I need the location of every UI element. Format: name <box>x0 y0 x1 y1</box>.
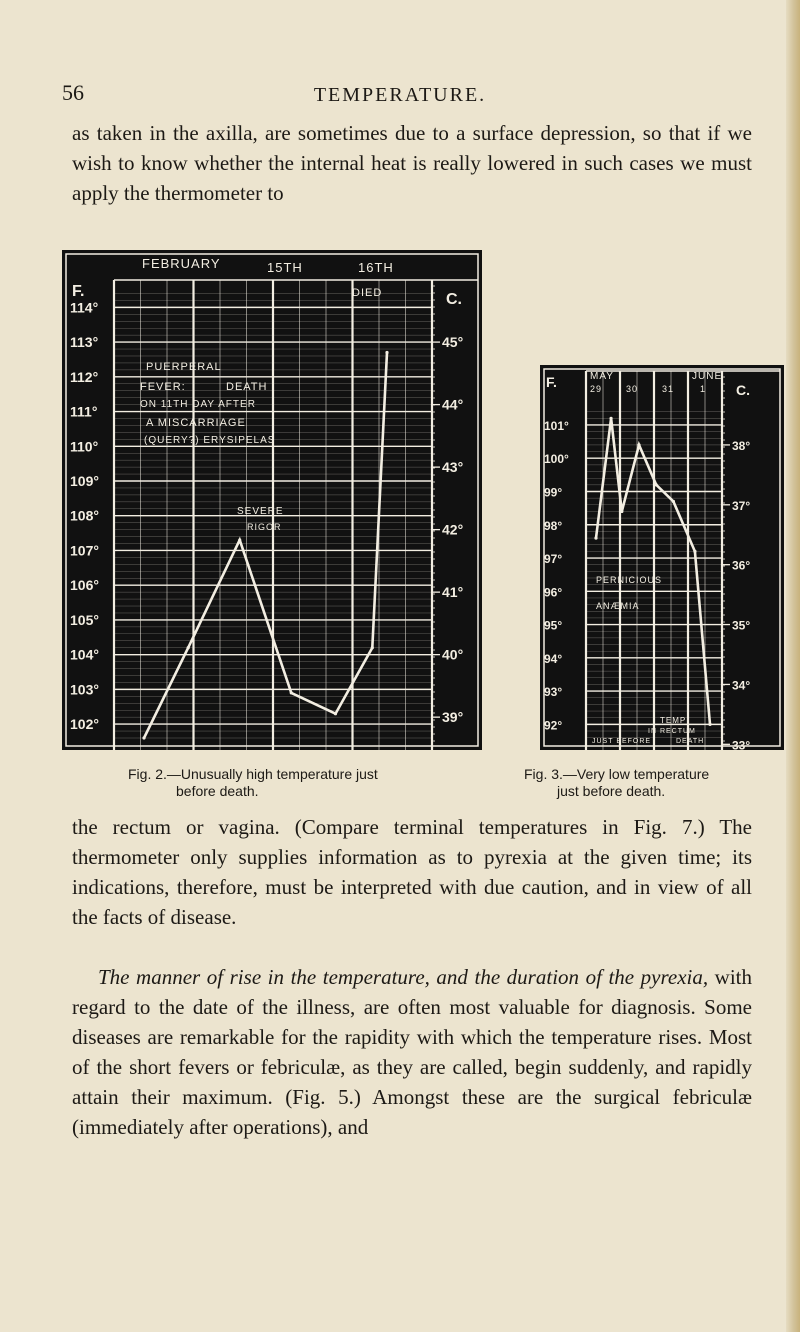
data-point <box>334 712 337 715</box>
c-tick-label: 33° <box>732 738 751 750</box>
fig3-caption-line1: Fig. 3.—Very low temperature <box>524 766 710 782</box>
annotation-erysipelas: (QUERY?) ERYSIPELAS <box>144 435 276 446</box>
y-tick-label: 106° <box>70 577 99 594</box>
y-tick-label: 93° <box>544 685 563 700</box>
data-point <box>371 646 374 649</box>
y-tick-label: 112° <box>70 368 99 385</box>
data-point <box>620 510 623 513</box>
y-tick-label: 109° <box>70 473 99 490</box>
data-point <box>290 691 293 694</box>
data-point <box>594 536 597 539</box>
col-header-may: MAY <box>590 371 614 382</box>
y-tick-label: 92° <box>544 718 563 733</box>
c-tick-label: 37° <box>732 498 751 513</box>
y-tick-label: 113° <box>70 334 99 351</box>
annotation-puerperal: PUERPERAL <box>146 361 222 373</box>
data-point <box>187 646 190 649</box>
fig3-caption <box>524 766 794 800</box>
data-point <box>655 483 658 486</box>
c-tick-label: 45° <box>442 334 464 351</box>
y-tick-label: 105° <box>70 611 99 628</box>
col-header-30: 30 <box>626 384 639 394</box>
c-tick-label: 41° <box>442 584 464 601</box>
col-header-16th: 16TH <box>358 260 394 275</box>
annotation-temp: TEMP <box>660 716 687 725</box>
c-tick-label: 42° <box>442 521 464 538</box>
annotation-severe: SEVERE <box>237 506 284 517</box>
fig2-caption-line1: Fig. 2.—Unusually high temperature just <box>128 766 378 782</box>
c-tick-label: 43° <box>442 459 464 476</box>
fig2-svg <box>62 250 482 750</box>
fig2-chart <box>62 250 482 750</box>
fig2-caption <box>128 766 458 800</box>
col-header-1: 1 <box>700 384 707 394</box>
left-axis-label: F. <box>72 283 85 300</box>
paragraph-body: with regard to the date of the illness, are often most valuable for diagnosis. Some diseases are remarkable for the rapidity with which the temperature rises. Most of the short fevers or febriculæ, as they are called, begin suddenly, and rapidly attain their maximum. (Fig. 5.) Amongst these are the surgical febriculæ (immediately after operations), and <box>72 965 752 1139</box>
c-tick-label: 38° <box>732 438 751 453</box>
col-header-31: 31 <box>662 384 675 394</box>
col-header-29: 29 <box>590 384 603 394</box>
col-header-15th: 15TH <box>267 260 303 275</box>
y-tick-label: 108° <box>70 507 99 524</box>
y-tick-label: 103° <box>70 681 99 698</box>
c-tick-label: 44° <box>442 396 464 413</box>
c-tick-label: 34° <box>732 678 751 693</box>
paragraph-intro: as taken in the axilla, are sometimes due to a surface depression, so that if we wish to know whether the internal heat is really lowered in such cases we must apply the thermometer to <box>72 121 752 205</box>
col-header-june: JUNE <box>692 371 723 382</box>
y-tick-label: 101° <box>544 418 569 433</box>
data-point <box>142 736 145 739</box>
c-tick-label: 36° <box>732 558 751 573</box>
running-head: TEMPERATURE. <box>313 84 487 106</box>
y-tick-label: 97° <box>544 552 563 567</box>
y-tick-label: 102° <box>70 716 99 733</box>
paragraph-rectum: the rectum or vagina. (Compare terminal temperatures in Fig. 7.) The thermometer only supplies information as to pyrexia at the given time; its indications, therefore, must be interpreted with due caution, and in view of all the facts of disease. <box>72 815 752 929</box>
annotation-rigor: RIGOR <box>247 522 282 532</box>
paragraph-manner-of-rise <box>72 962 752 1142</box>
annotation-just-before: JUST BEFORE <box>592 738 652 745</box>
y-tick-label: 114° <box>70 299 99 316</box>
y-tick-label: 95° <box>544 618 563 633</box>
c-tick-label: 39° <box>442 709 464 726</box>
y-tick-label: 110° <box>70 438 99 455</box>
data-point <box>708 723 711 726</box>
data-series-line <box>144 353 387 739</box>
y-tick-label: 111° <box>70 403 98 420</box>
data-point <box>238 538 241 541</box>
y-tick-label: 99° <box>544 485 563 500</box>
y-tick-label: 107° <box>70 542 99 559</box>
page-edge <box>786 0 800 1332</box>
paragraph-italic-lead: The manner of rise in the temperature, and the duration of the pyrexia, <box>98 965 709 989</box>
annotation-fever: FEVER: <box>140 381 186 393</box>
fig3-caption-line2: just before death. <box>557 783 666 799</box>
y-tick-label: 98° <box>544 518 563 533</box>
annotation-in-rectum: IN RECTUM <box>648 728 696 735</box>
page-number: 56 <box>62 80 84 105</box>
annotation-anaemia: ANÆMIA <box>596 601 640 611</box>
fig3-svg <box>540 365 784 750</box>
y-tick-label: 104° <box>70 646 99 663</box>
annotation-death: DEATH <box>676 738 705 745</box>
col-header-february: FEBRUARY <box>142 256 221 271</box>
annotation-pernicious: PERNICIOUS <box>596 575 663 585</box>
annotation-death: DEATH <box>226 381 268 393</box>
data-point <box>693 550 696 553</box>
c-tick-label: 40° <box>442 646 464 663</box>
c-tick-label: 35° <box>732 618 751 633</box>
data-point <box>637 443 640 446</box>
right-axis-label: C. <box>446 291 462 308</box>
data-point <box>672 500 675 503</box>
page-header <box>0 80 800 112</box>
annotation-miscarriage: A MISCARRIAGE <box>146 417 246 429</box>
left-axis-label: F. <box>546 374 557 390</box>
died-label: DIED <box>352 287 383 299</box>
right-axis-label: C. <box>736 382 750 398</box>
fig3-chart <box>540 365 784 750</box>
data-point <box>609 417 612 420</box>
annotation-day-after: ON 11TH DAY AFTER <box>140 399 256 410</box>
y-tick-label: 96° <box>544 585 563 600</box>
data-point <box>385 351 388 354</box>
y-tick-label: 94° <box>544 651 563 666</box>
y-tick-label: 100° <box>544 452 569 467</box>
fig2-caption-line2: before death. <box>176 783 259 799</box>
